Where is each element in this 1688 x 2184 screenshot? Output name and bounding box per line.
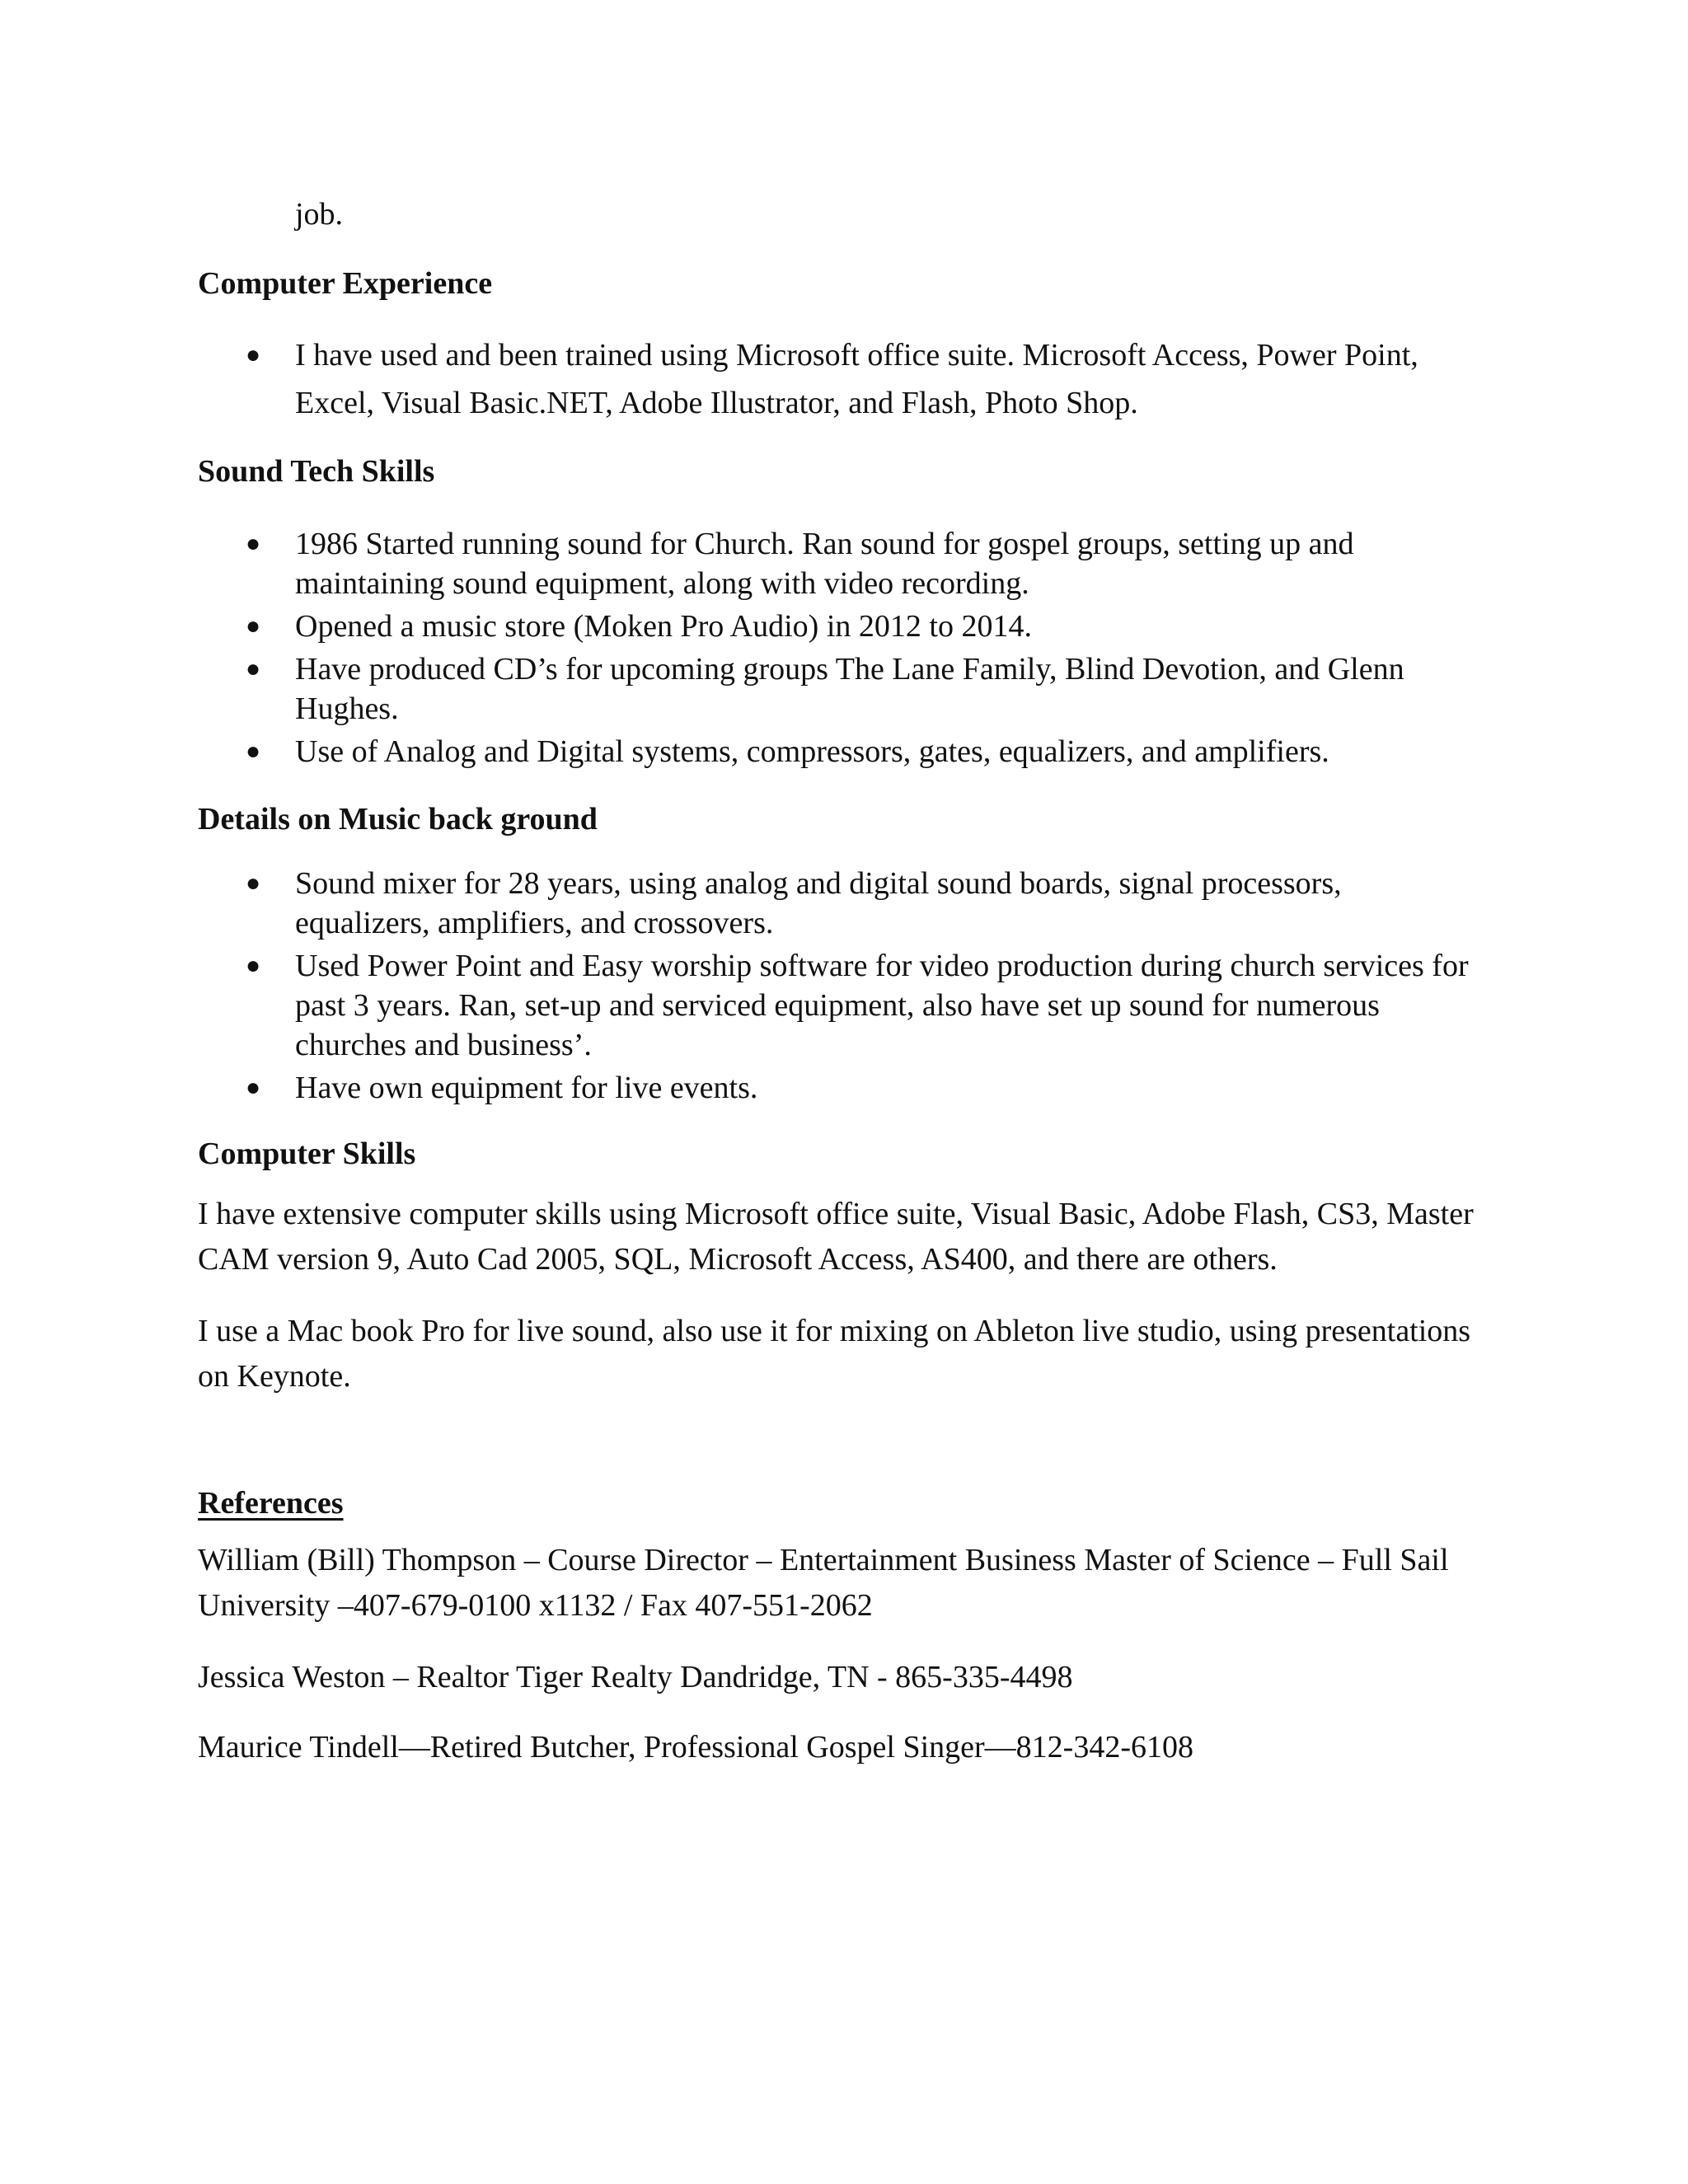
list-item bbox=[198, 331, 1484, 427]
computer-skills-paragraph: I have extensive computer skills using Microsoft office suite, Visual Basic, Adobe Flash, CS3, Master CAM version 9, Auto Cad 2005, SQL, Microsoft Access, AS400, and there are others. bbox=[198, 1197, 1474, 1277]
list-item-text: 1986 Started running sound for Church. Ran sound for gospel groups, setting up and maintaining sound equipment, along with video recording. bbox=[295, 527, 1354, 601]
references-heading: References bbox=[198, 1486, 344, 1521]
list-item bbox=[198, 524, 1484, 603]
list-item bbox=[198, 649, 1484, 729]
bullet-icon: ● bbox=[246, 869, 261, 897]
bullet-icon: ● bbox=[246, 952, 261, 979]
list-item bbox=[198, 946, 1484, 1065]
bullet-icon: ● bbox=[246, 341, 261, 368]
list-item-text: I have used and been trained using Microsoft office suite. Microsoft Access, Power Point, Excel, Visual Basic.NET, Adobe Illustrator, and Flash, Photo Shop. bbox=[295, 338, 1418, 420]
sound-tech-skills-list bbox=[198, 524, 1484, 775]
list-item-text: Have own equipment for live events. bbox=[295, 1071, 758, 1105]
list-item-text: Used Power Point and Easy worship software for video production during church services for past 3 years. Ran, set-up and serviced equipment, also have set up sound for numerous churches and business’. bbox=[295, 949, 1469, 1062]
bullet-icon: ● bbox=[246, 612, 261, 640]
bullet-icon: ● bbox=[246, 1074, 261, 1101]
list-item bbox=[198, 864, 1484, 943]
reference-entry: Maurice Tindell—Retired Butcher, Professional Gospel Singer—812-342-6108 bbox=[198, 1730, 1193, 1765]
computer-experience-heading: Computer Experience bbox=[198, 266, 493, 301]
continuation-text: job. bbox=[295, 197, 344, 232]
list-item bbox=[198, 607, 1484, 646]
computer-skills-heading: Computer Skills bbox=[198, 1137, 416, 1171]
list-item-text: Opened a music store (Moken Pro Audio) in 2012 to 2014. bbox=[295, 609, 1032, 644]
music-background-heading: Details on Music back ground bbox=[198, 802, 598, 837]
bullet-icon: ● bbox=[246, 655, 261, 682]
computer-skills-paragraph: I use a Mac book Pro for live sound, also use it for mixing on Ableton live studio, using presentations on Keynote. bbox=[198, 1314, 1471, 1394]
music-background-list bbox=[198, 864, 1484, 1111]
sound-tech-skills-heading: Sound Tech Skills bbox=[198, 454, 435, 489]
list-item bbox=[198, 732, 1484, 771]
list-item-text: Sound mixer for 28 years, using analog and digital sound boards, signal processors, equalizers, amplifiers, and crossovers. bbox=[295, 866, 1342, 940]
list-item-text: Have produced CD’s for upcoming groups The Lane Family, Blind Devotion, and Glenn Hughes. bbox=[295, 652, 1404, 726]
list-item bbox=[198, 1068, 1484, 1108]
reference-entry: William (Bill) Thompson – Course Director – Entertainment Business Master of Science – Full Sail University –407-679-0100 x1132 / Fax 407-551-2062 bbox=[198, 1543, 1449, 1623]
computer-experience-list bbox=[198, 331, 1484, 427]
list-item-text: Use of Analog and Digital systems, compressors, gates, equalizers, and amplifiers. bbox=[295, 734, 1329, 769]
reference-entry: Jessica Weston – Realtor Tiger Realty Dandridge, TN - 865-335-4498 bbox=[198, 1660, 1073, 1694]
bullet-icon: ● bbox=[246, 738, 261, 765]
bullet-icon: ● bbox=[246, 530, 261, 557]
